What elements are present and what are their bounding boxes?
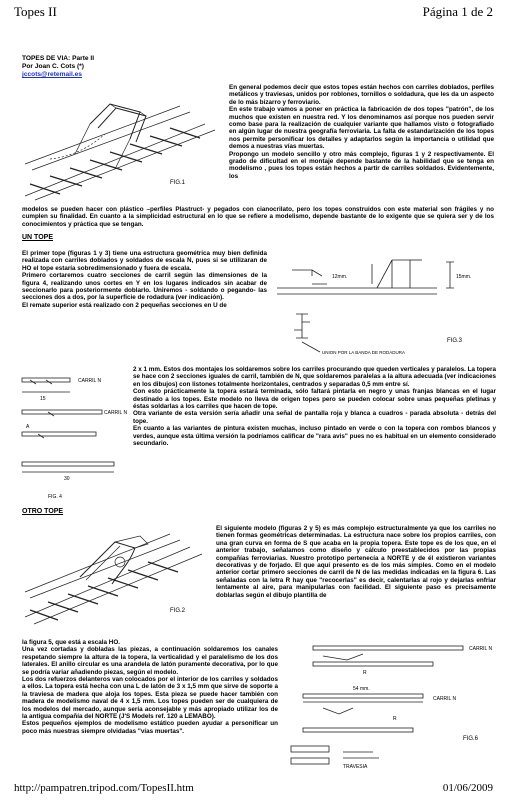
article-author: Por Joan C. Cots (*) (22, 63, 84, 70)
figure-3 (272, 256, 497, 364)
fig4-label-a: A (26, 424, 30, 430)
section-otro-tope-heading: OTRO TOPE (22, 508, 64, 515)
otro-tope-paragraph-3: Los dos refuerzos delanteros van colocados por el interior de los carriles y soldados a ellos. La topera está hecha con una L de latón de 3 x 1,5 mm que sirve de soporte a la traviesa de madera que aloja los topes. Esta pieza se puede hacer también con madera de modelismo naval de 4 x 1,5 mm. Los topes pueden ser de cualquiera de los modelos del mercado, aunque sería aconsejable y más apropiado utilizar los de la antigua compañía del NORTE (J'S Models ref. 120 a LEMABO). (22, 676, 278, 721)
fig6-label-dim-54: 54 mm. (353, 686, 370, 692)
un-tope-paragraph-3b: 2 x 1 mm. Estos dos montajes los soldaremos sobre los carriles procurando que queden verticales y paralelos. La topera se hace con 2 secciones iguales de carril, también de N, que soldaremos paralelas a la altura adecuada (ver indicaciones en los dibujos) con listones totalmente horizontales, centrados y separadas 0,5 mm entre sí. (133, 366, 496, 388)
fig4-label-carril-1: CARRIL N (78, 378, 102, 384)
section-un-tope-heading: UN TOPE (22, 234, 53, 241)
section-otro-tope-text-2 (22, 639, 278, 735)
figure-4-drawing (18, 370, 130, 502)
otro-tope-paragraph-2: Una vez cortadas y dobladas las piezas, a continuación soldaremos los canales respetando siempre la altura de la topera, la verticalidad y el paralelismo de los dos laterales. El anillo circular es una arandela de latón puramente decorativa, por lo que se podría variar añadiendo piezas, según el modelo. (22, 646, 278, 676)
section-un-tope-text (22, 250, 267, 309)
page-footer (14, 782, 493, 796)
un-tope-paragraph-2: Primero cortaremos cuatro secciones de carril según las dimensiones de la figura 4, realizando unos cortes en Y en los lugares indicados sin acabar de seccionarlo para posteriormente doblarlo. Uniremos - soldando o pegando- las secciones dos a dos, por la superficie de rodadura (ver indicación). (22, 272, 267, 302)
figure-2-drawing (20, 522, 212, 632)
figure-4 (18, 370, 130, 502)
figure-6 (283, 636, 495, 776)
figure-6-drawing (283, 636, 495, 776)
footer-date: 01/06/2009 (442, 782, 493, 794)
otro-tope-paragraph-1: El siguiente modelo (figuras 2 y 5) es más complejo estructuralmente ya que los carriles no tienen formas geométricas determinadas. La estructura nace sobre los propios carriles, con una gran curva en forma de S que acaba en la propia topera. Este tope es de los que, en el anterior trabajo, señalamos como diseño y cálculo preestablecidos por las propias compañías ferroviarias. Nuestro prototipo pertenecía a NORTE y de él existieron variantes decorativas y de forjado. El que aquí presento es de los más simples. Como en el modelo anterior cortar primero secciones de carril de N de las medidas indicadas en la figura 6. Las señaladas con la letra R hay que "recocerlas" es decir, calentarlas al rojo y dejarlas enfriar lentamente al aire, para manipularlas con facilidad. El siguiente paso es precisamente doblarlas según el dibujo plantilla de (216, 525, 496, 599)
author-email-link[interactable]: jccots@retemail.es (22, 71, 82, 78)
article-title-block (22, 55, 94, 79)
fig6-label-carril-1: CARRIL N (469, 646, 493, 652)
fig4-label-dim-15: 15 (40, 396, 46, 402)
fig3-note: UNION POR LA BANDA DE RODADURA (322, 350, 406, 355)
fig4-label-carril-2: CARRIL N (104, 410, 128, 416)
un-tope-paragraph-5: Otra variante de esta versión sería añadir una señal de pantalla roja y blanca a cuadros - parada absoluta - detrás del tope. (133, 410, 496, 425)
footer-url: http://pampatren.tripod.com/TopesII.htm (14, 782, 194, 794)
intro-paragraph-3b: modelos se pueden hacer con plástico –perfiles Plastruct- y pegados con cianocrilato, pero los topes construidos con este material son frágiles y no cumplen su finalidad. En cuanto a la simplicidad estructural en lo que se refiere a modelismo, depende bastante de lo exigente que se quiera ser y de los conocimientos y práctica que se tengan. (22, 206, 494, 228)
intro-paragraph-3: Propongo un modelo sencillo y otro más complejo, figuras 1 y 2 respectivamente. El grado de dificultad en el montaje depende bastante de la habilidad que se tenga en modelismo , pues los topes están hechos a partir de carriles soldados. Evidentemente, los (229, 150, 494, 180)
fig6-label: FIG.6 (463, 736, 479, 742)
figure-1 (20, 84, 225, 202)
figure-3-drawing (272, 256, 497, 364)
fig6-label-r-2: R (393, 716, 397, 722)
page-header (14, 4, 493, 22)
intro-paragraph-2: En este trabajo vamos a poner en práctica la fabricación de dos topes "patrón", de los muchos que existen en nuestra red. Y los denominamos así porque nos pueden servir como base para la realización de cualquier variante que hallamos visto o fotografiado en algún lugar de nuestra geografía ferroviaria. La falta de estandarización de los topes nos permite personificar los detalles y adaptarlos según la importancia o utilidad que demos a nuestras vías muertas. (229, 106, 494, 151)
fig6-label-travesia: TRAVESIA (343, 764, 368, 770)
figure-2 (20, 522, 212, 632)
fig3-label: FIG.3 (447, 338, 463, 344)
header-title: Topes II (14, 4, 57, 19)
fig3-dim-label: 15mm. (456, 274, 472, 280)
un-tope-paragraph-4: Con esto prácticamente la topera estará terminada, sólo faltará pintarla en negro y unas franjas blancas en el lugar destinado a los topes. Este modelo no lleva de origen topes pero se pueden colocar sobre unas pequeñas pletinas y éstas soldarlas a los carriles que hacen de tope. (133, 388, 496, 411)
fig2-label: FIG.2 (170, 608, 186, 614)
article-title: TOPES DE VIA: Parte II (22, 55, 95, 62)
intro-text (229, 84, 494, 180)
un-tope-paragraph-1: El primer tope (figuras 1 y 3) tiene una estructura geométrica muy bien definida realizada con carriles doblados y soldados de escala N, pues si se utilizaran de HO el tope estaría sobredimensionado y fuera de escala. (22, 250, 267, 272)
fig3-dim2-label: 12mm. (332, 274, 348, 280)
fig4-label: FIG. 4 (48, 494, 62, 500)
fig1-label: FIG.1 (170, 180, 186, 186)
un-tope-paragraph-6: En cuanto a las variantes de pintura existen muchas, incluso pintado en verde o con la topera con rombos blancos y verdes, aunque esta última versión la podríamos calificar de "rara avis" pues no es habitual en un elemento considerado secundario. (133, 425, 496, 448)
header-page-number: Página 1 de 2 (422, 4, 493, 19)
section-un-tope-text-2 (133, 366, 496, 447)
fig6-label-carril-2: CARRIL N (433, 696, 457, 702)
fig4-label-dim-30: 30 (64, 476, 70, 482)
figure-1-drawing (20, 84, 225, 202)
fig6-label-r-1: R (363, 670, 367, 676)
intro-paragraph-1: En general podemos decir que estos topes están hechos con carriles doblados, perfiles metálicos y traviesas, unidos por roblones, tornillos o soldadura, que les da un aspecto de lo más bizarro y ferroviario. (229, 84, 494, 106)
otro-tope-paragraph-1b: la figura 5, que está a escala HO. (22, 639, 120, 646)
otro-tope-paragraph-4: Estos pequeños ejemplos de modelismo estático pueden ayudar a personificar un poco más nuestras siempre olvidadas "vías muertas". (22, 720, 278, 735)
un-tope-paragraph-3: El remate superior está realizado con 2 pequeñas secciones en U de (22, 301, 227, 309)
